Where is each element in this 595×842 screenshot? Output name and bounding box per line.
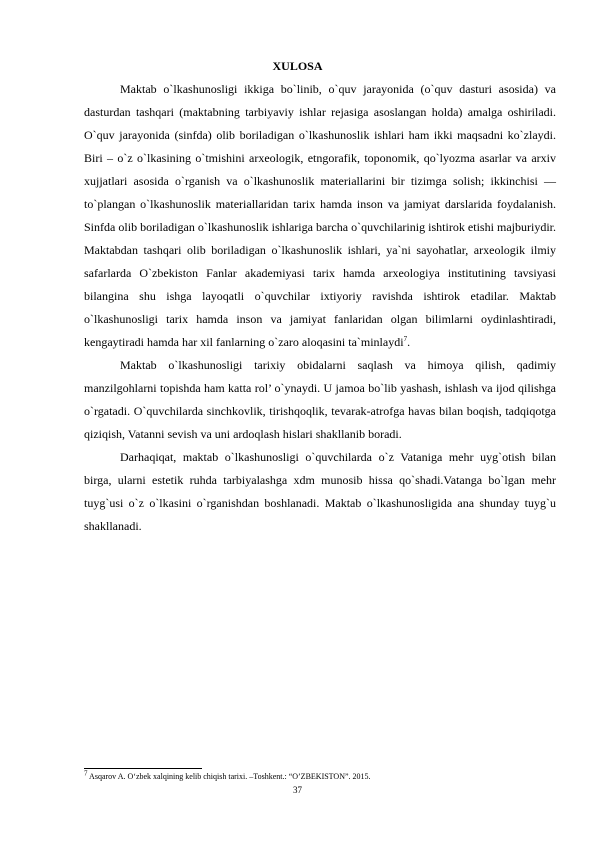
- paragraph-3: Darhaqiqat, maktab o`lkashunosligi o`quvchilarda o`z Vataniga mehr uyg`otish bilan birga, ularni estetik ruhda tarbiyalashga xdm munosib hissa qo`shadi.Vatanga bo`lgan mehr tuyg`usi o`z o`lkasini o`rganishdan boshlanadi. Maktab o`lkashunosligida ana shunday tuyg`u shakllanadi.: [84, 450, 556, 533]
- footnote-divider: [84, 768, 202, 769]
- footnote-text: Asqarov A. O‘zbek xalqining kelib chiqish tarixi. –Toshkent.: “O’ZBEKISTON”. 2015.: [87, 772, 371, 781]
- footnote-reference[interactable]: 7: [403, 335, 408, 343]
- page-number: 37: [293, 785, 302, 795]
- paragraph-1: [84, 78, 556, 354]
- paragraph-2: Maktab o`lkashunosligi tarixiy obidalarni saqlash va himoya qilish, qadimiy manzilgohlarni topishda ham katta rol’ o`ynaydi. U jamoa bo`lib yashash, ishlash va ijod qilishga o`rgatadi. O`quvchilarda sinchkovlik, tirishqoqlik, tevarak-atrofga havas bilan boqish, tadqiqotga qiziqish, Vatanni sevish va uni ardoqlash hislari shakllanib boradi.: [84, 358, 556, 441]
- footnote-marker: 7: [84, 769, 88, 778]
- body-text: [84, 78, 556, 538]
- paragraph-1-end: .: [407, 335, 411, 349]
- footnote: [84, 771, 556, 782]
- section-title: XULOSA: [272, 59, 323, 73]
- paragraph-1-text: Maktab o`lkashunosligi ikkiga bo`linib, o`quv jarayonida (o`quv dasturi asosida) va dasturdan tashqari (maktabning tarbiyaviy ishlar rejasiga asoslangan holda) amalga oshiriladi. O`quv jarayonida (sinfda) olib boriladigan o`lkashunoslik ishlari ham ikki maqsadni ko`zlaydi. Biri – o`z o`lkasining o`tmishini arxeologik, etngorafik, toponomik, qo`lyozma asarlar va arxiv xujjatlari asosida o`rganish va o`lkashunoslik materiallarini bir tizimga solish; ikkinchisi — to`plangan o`lkashunoslik materiallaridan tarix hamda inson va jamiyat darslarida foydalanish. Sinfda olib boriladigan o`lkashunoslik ishlariga barcha o`quvchilarinig ishtirok etishi majburiydir. Maktabdan tashqari olib boriladigan o`lkashunoslik ishlari, ya`ni sayohatlar, arxeologik ilmiy safarlarda O`zbekiston Fanlar akademiyasi tarix hamda arxeologiya institutining tavsiyasi bilangina shu ishga layoqatli o`quvchilar ixtiyoriy ravishda ishtirok etadilar. Maktab o`lkashunosligi tarix hamda inson va jamiyat fanlaridan olgan bilimlarni oydinlashtiradi, kengaytiradi hamda har xil fanlarning o`zaro aloqasini ta`minlaydi: [84, 82, 556, 349]
